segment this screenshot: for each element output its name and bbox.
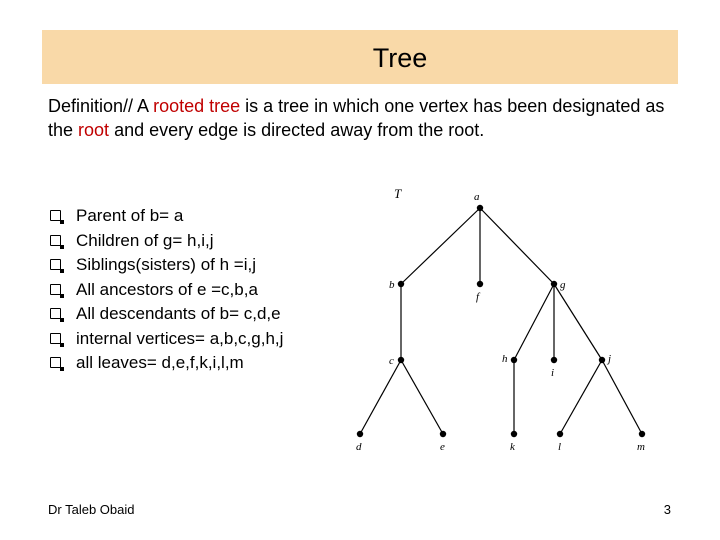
vertex-label-j: j (608, 353, 612, 365)
list-item (50, 351, 283, 376)
square-bullet-icon (50, 210, 61, 221)
vertex-label-k: k (510, 441, 515, 453)
edge-j-l (560, 360, 602, 434)
list-item (50, 204, 283, 229)
vertex-c (398, 357, 404, 363)
vertex-f (477, 281, 483, 287)
bullet-text: All descendants of b= c,d,e (76, 304, 281, 323)
square-bullet-icon (50, 308, 61, 319)
vertex-g (551, 281, 557, 287)
tree-edges (360, 208, 642, 434)
list-item (50, 302, 283, 327)
bullet-list (50, 204, 283, 376)
vertex-i (551, 357, 557, 363)
tree-vertices (357, 205, 645, 437)
square-bullet-icon (50, 235, 61, 246)
tree-title-label: T (394, 186, 402, 201)
edge-g-j (554, 284, 602, 360)
author-footer: Dr Taleb Obaid (48, 502, 135, 517)
vertex-label-e: e (440, 441, 445, 453)
list-item (50, 253, 283, 278)
definition-part2: is a tree in which one vertex has been designated as the (48, 96, 665, 140)
vertex-label-h: h (502, 353, 508, 365)
bullet-text: All ancestors of e =c,b,a (76, 279, 258, 299)
bullet-text: Siblings(sisters) of h =i,j (76, 255, 256, 274)
vertex-k (511, 431, 517, 437)
slide-title: Tree (372, 43, 428, 73)
vertex-b (398, 281, 404, 287)
rooted-tree-diagram (340, 180, 680, 460)
definition-text (48, 94, 688, 142)
vertex-d (357, 431, 363, 437)
edge-a-b (401, 208, 480, 284)
square-bullet-icon (50, 357, 61, 368)
vertex-label-a: a (474, 191, 480, 203)
bullet-text: all leaves= d,e,f,k,i,l,m (76, 353, 244, 372)
edge-a-g (480, 208, 554, 284)
vertex-h (511, 357, 517, 363)
vertex-j (599, 357, 605, 363)
vertex-label-c: c (389, 355, 394, 367)
vertex-label-g: g (560, 279, 566, 291)
edge-g-h (514, 284, 554, 360)
vertex-m (639, 431, 645, 437)
vertex-a (477, 205, 483, 211)
bullet-text: Parent of b= a (76, 206, 184, 225)
vertex-e (440, 431, 446, 437)
bullet-text: Children of g= h,i,j (76, 230, 214, 250)
list-item (50, 327, 283, 352)
vertex-label-d: d (356, 441, 362, 453)
term-root: root (78, 120, 110, 140)
edge-j-m (602, 360, 642, 434)
edge-c-e (401, 360, 443, 434)
vertex-label-i: i (551, 367, 555, 379)
term-rooted-tree: rooted tree (153, 96, 241, 116)
definition-part3: and every edge is directed away from the root. (109, 120, 485, 140)
square-bullet-icon (50, 284, 61, 295)
definition-part1: Definition// A (48, 96, 154, 116)
vertex-label-m: m (637, 441, 645, 453)
square-bullet-icon (50, 333, 61, 344)
list-item (50, 278, 283, 303)
vertex-label-b: b (389, 279, 395, 291)
list-item (50, 229, 283, 254)
bullet-text: internal vertices= a,b,c,g,h,j (76, 328, 284, 348)
edge-c-d (360, 360, 401, 434)
vertex-label-f: f (476, 291, 480, 303)
page-number: 3 (663, 502, 671, 517)
vertex-l (557, 431, 563, 437)
title-bar (42, 30, 678, 84)
square-bullet-icon (50, 259, 61, 270)
vertex-label-l: l (558, 441, 562, 453)
